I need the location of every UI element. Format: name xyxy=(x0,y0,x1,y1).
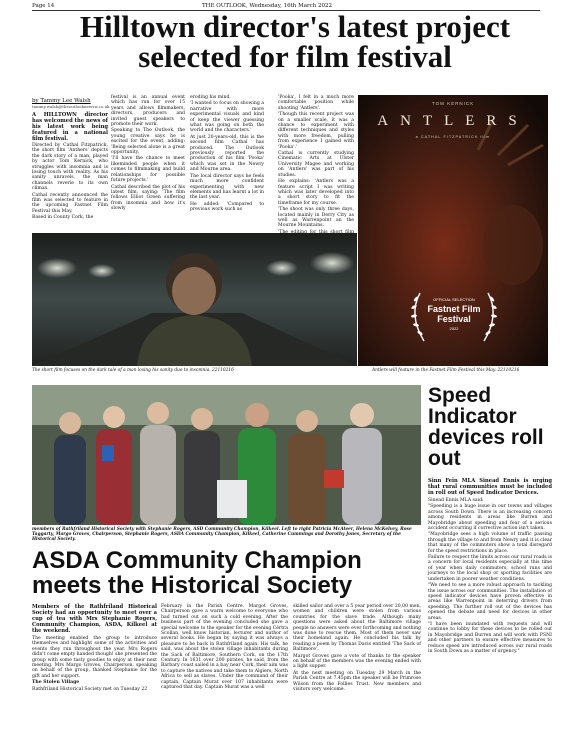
subheading: The Stolen Village xyxy=(32,680,80,686)
poster-credit-top: TOM KERNICK xyxy=(431,101,475,106)
article1-column-1 xyxy=(32,112,108,222)
publication-line: THE OUTLOOK, Wednesday, 16th March 2022 xyxy=(202,3,332,9)
film-still-caption: The short film focuses on the dark tale of a man losing his sanity due to insomnia. 22110216 xyxy=(32,368,234,373)
film-still-illustration xyxy=(32,233,357,366)
paragraph: festival is an annual event which has run for over 15 years and allows filmmakers, directors, producers and invited guest speakers to promote their work. xyxy=(111,95,185,128)
paragraph: "Speeding is a huge issue in our towns and villages across South Down. There is an increasing concern among residents in areas like Burren and Mayobridge about speeding and fear of a serious accident occurring if corrective action isn't taken. xyxy=(428,504,552,532)
poster-credit-sub: a CATHAL FITZPATRICK film xyxy=(415,135,491,139)
paragraph: "I have been inundated with requests and will continue to lobby for these devices to be rolled out in Mayobridge and Burren and will work with PSNI and other partners to ensure effective measures to reduce speed are introduced across our rural roads in South Down as a matter of urgency." xyxy=(428,621,552,654)
laurel-top-text: OFFICIAL SELECTION xyxy=(433,297,475,302)
poster-title: ANTLERS xyxy=(377,113,529,129)
paragraph: Sinead Ennis MLA said: xyxy=(428,498,484,503)
paragraph: Rathfriland Historical Society met on Tuesday 22 xyxy=(32,686,148,692)
laurel-main-2: Festival xyxy=(437,314,471,324)
paragraph: Failure to respect the limits across our rural roads is a concern for local residents especially at this time of year when daily commuters, school runs and journeys to the local shop or sporting facilities are undertaken in poorer weather conditions. xyxy=(428,555,552,582)
paragraph: "Mayobridge sees a high volume of traffic passing through the village to and from Newry and it is clear that many of the commuters show a total disregard for the speed restrictions in place. xyxy=(428,532,552,554)
group-photo-caption: members of Rathfriland Historical Society with Stephanie Rogers, ASD Community Champion, Kilkeel. Left to right Patricia McAteer, Helena McKelvey, Rose Taggarty, Margo Groves, Chairperson, Stephanie Rogers, ASDA Community Champion, Kilkeel, Catherine Cummings and Dorothy Jones, Secretary of the Historical Society. xyxy=(32,527,412,542)
article1-column-3 xyxy=(190,95,264,214)
paragraph: At the next meeting on Tuesday 29 March in the Parish Centre at 7.45pm the speaker will be Primrose Wilson from the Follies Trust. New members and visitors very welcome. xyxy=(293,670,421,693)
paragraph: eroding his mind. xyxy=(190,95,231,100)
paragraph: Cathal recently announced the film was selected to feature in the upcoming Fastnet Film Festival this May. xyxy=(32,192,108,214)
group-photo-illustration xyxy=(32,385,421,525)
article1-byline: by Tammy Lee Walsh xyxy=(32,98,91,104)
laurel-badge xyxy=(406,285,502,347)
paragraph: Speaking to The Outlook, the young creative says he is excited for the event, adding: 'Being selected alone is a great opportunity. xyxy=(111,128,185,156)
poster-caption: Antlers will feature in the Fastnet Film Festival this May. 22110216 xyxy=(372,368,520,373)
paragraph: 'I'll have the chance to meet likeminded people when it comes to filmmaking and build relationships for possible future projects.' xyxy=(111,156,185,184)
laurel-year: 2022 xyxy=(449,326,459,331)
article1-lead: A HILLTOWN director has welcomed the news of his latest work being featured in a national film festival. xyxy=(32,112,108,142)
paragraph: Directed by Cathal Fitzpatrick, the short film 'Anthers' depicts the dark story of a man, played by actor Tom Kernick, who struggles with insomnia and is losing touch with reality. As his sanity unravels, the man channels reverie to its own climax. xyxy=(32,143,108,192)
article3-lead: Members of the Rathfriland Historical Society had an opportunity to meet over a cup of tea with Mrs Stephanie Rogers, Community Champion, ASDA, Kilkeel at the weekend. xyxy=(32,604,157,634)
paragraph: Cathal described the plot of his latest film, saying: 'The film follows Elliot Green suffering from insomnia and how it's slowly xyxy=(111,184,185,212)
article3-column-3 xyxy=(293,604,421,694)
group-photo xyxy=(32,385,421,525)
article1-byline-email: tammy.walsh@theoutlooknewsw.co.uk xyxy=(32,104,110,109)
article1-headline: Hilltown director's latest project selected for film festival xyxy=(79,9,511,74)
film-still-photo xyxy=(32,233,357,366)
paragraph: Cathal is currently studying Cinematic Arts at Ulster University Magee and working on 'Antlers' was part of his studies. xyxy=(278,151,354,178)
article2-body xyxy=(428,478,552,655)
paragraph: Based in County Cork, the xyxy=(32,215,94,221)
paragraph: The meeting enabled the group to introduce themselves and highlight some of the activities and events they run throughout the year. Mrs Rogers didn't come empty handed though! she presented the group with some tasty goodies to enjoy at their next meeting. Mrs Margo Groves, Chairperson, speaking on behalf of the group, thanked Stephanie for the gift and her support. xyxy=(32,636,157,679)
article3-column-1 xyxy=(32,604,157,693)
paragraph: 'The shoot was only three days, located mainly in Derry City as well as Warrenpoint an the Mourne Mountains. xyxy=(278,207,354,229)
antlers-poster xyxy=(358,95,548,366)
paragraph: 'I wanted to focus on showing a narrative with more experimental visuals and kind of keep the viewer guessing what was going on both the world and the characters.' xyxy=(190,101,264,134)
paragraph: skilled sailor and over a 5 year period over 20,00 men, women and children were stolen from various countries for the slave trade. Although many questions were asked about the Baltimore village people no answers were ever forthcoming and nothing was done to rescue them. Most of them never saw their homeland again. He concluded his talk by reading a poem by Thomas Davis entitled 'The Sack of Baltimore'. xyxy=(293,604,421,653)
article3-column-2 xyxy=(161,604,288,692)
article3-headline: ASDA Community Champion meets the Historical Society xyxy=(32,547,362,599)
article1-column-2 xyxy=(111,95,185,213)
paragraph: The local director says he feels much more confident experimenting with new elements and has learnt a lot in the last year. xyxy=(190,173,264,201)
paragraph: He added: 'Compared to previous work such as xyxy=(190,201,264,213)
article2-lead: Sinn Fein MLA Sinead Ennis is urging that rural communities must be included in roll out of Speed Indicator Devices. xyxy=(428,478,552,496)
article2-headline: Speed Indicator devices roll out xyxy=(428,384,544,470)
paragraph: February in the Parish Centre. Margot Groves, Chairperson gave a warm welcome to everyone who had turned out on such a cold evening. After the business part of the evening concluded she gave a special welcome to the speaker for the evening Cértra Scollan, well know historian, lecturer and author of several books. He began by saying it was always a pleasure to be back in Rathfriland again. His talk, he said, was about the stolen village inhabitants during the Sack of Baltimore, Southern Cork, on the 17th Century. In 1631 over 200 pirates, he said, from the Barbary coast sailed in a bay near Cork, their aim was to capture the natives and take them to Algiers, North Africa to sell as slaves. Under the command of their captain, Captain Murat over 107 inhabitants were captured that day. Captain Murat was a well xyxy=(161,604,288,691)
paragraph: Margot Groves gave a vote of thanks to the speaker on behalf of the members was the evening ended with a light supper. xyxy=(293,653,421,670)
article1-col1-body xyxy=(32,143,108,221)
paragraph: 'Though this recent project was on a smaller scale, it was a chance to experiment with different techniques and styles with more freedom, pulling from experience I gained with 'Pooka'.' xyxy=(278,112,354,150)
laurel-main-1: Fastnet Film xyxy=(427,304,481,314)
paragraph: At just 20-years-old, this is the second film Cathal has produced. The Outlook previously reported the production of his film 'Pooka' which was set in the Newry and Mourne area. xyxy=(190,134,264,173)
paragraph: "We need to see a more robust approach to tackling the issue across our communities. The installation of speed indicator devices have proven effective in areas like Warrenpoint in deterring drivers from speeding. The further roll out of the devices has opened the debate and need for devices in other areas. xyxy=(428,583,552,621)
paragraph: 'Pooka', I felt in a much more comfortable position while shooting 'Antlers'. xyxy=(278,95,354,111)
paragraph: He explains: 'Antlers was a feature script I was writing which was later developed into a short story to fit the timeframe for my course. xyxy=(278,179,354,206)
page-number: Page 14 xyxy=(32,3,55,9)
